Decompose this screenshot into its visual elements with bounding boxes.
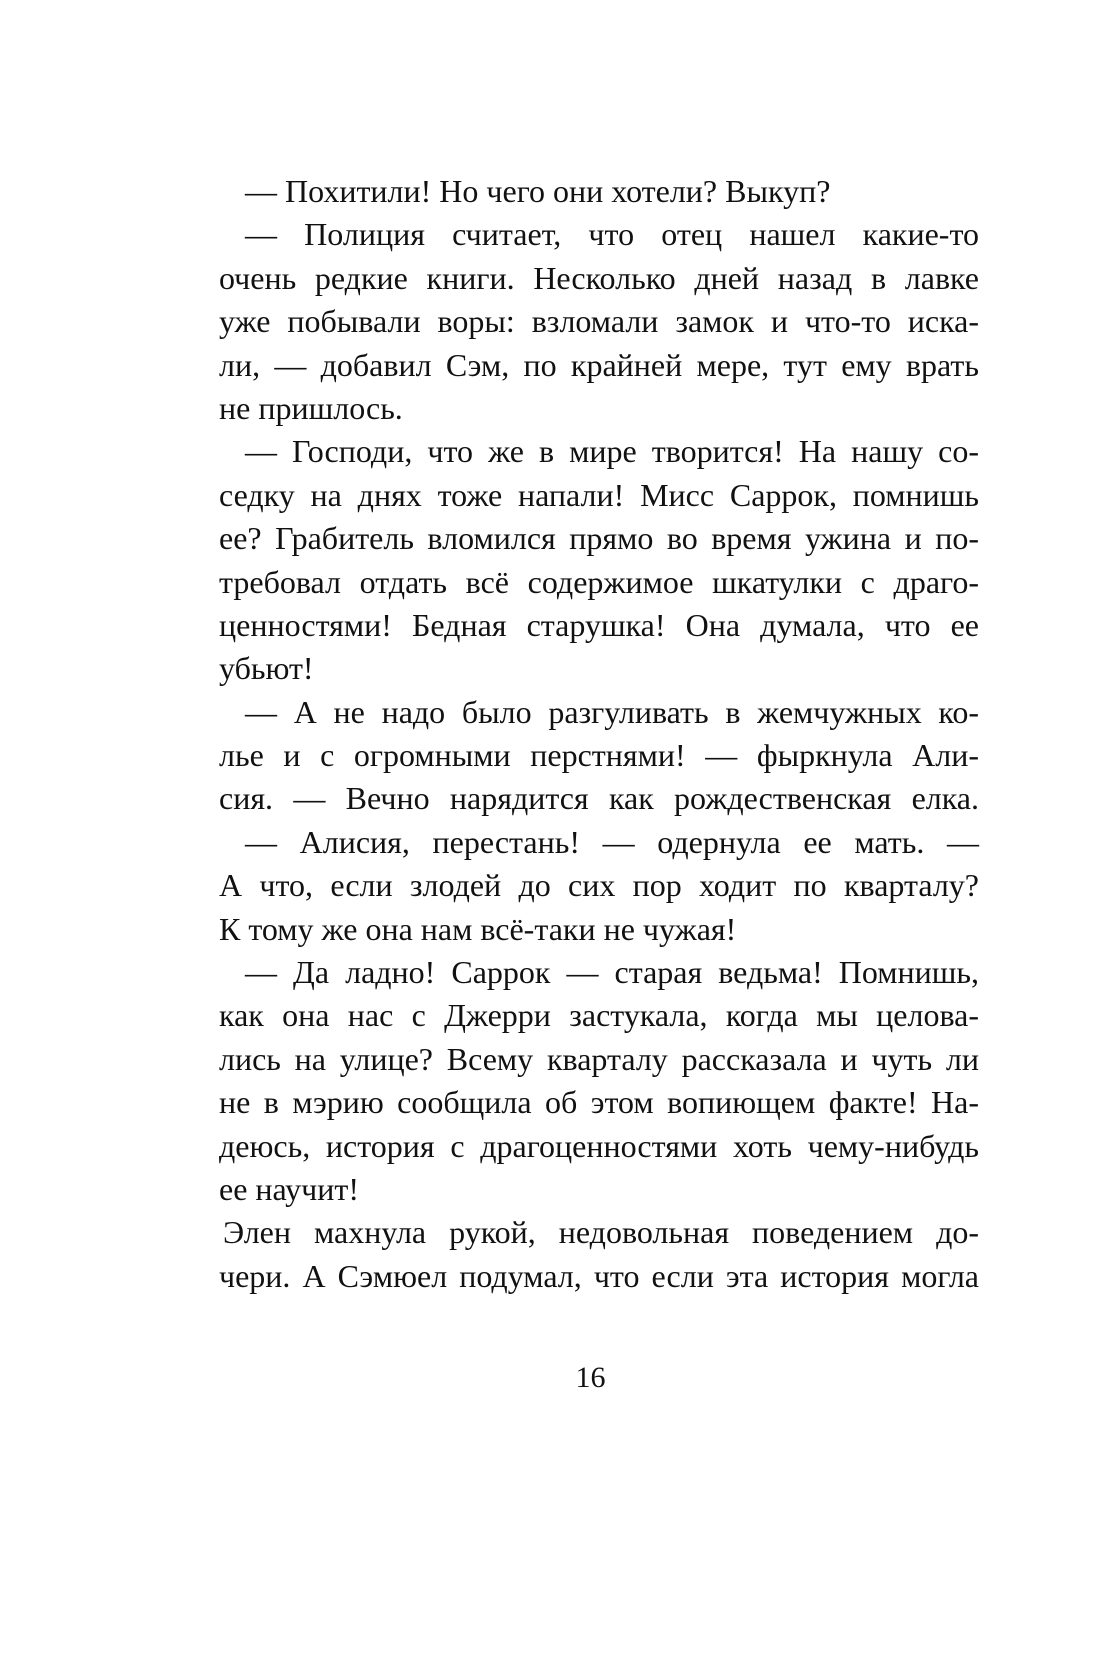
text-line: — Полиция считает, что отец нашел какие-то [245,216,979,253]
page-number: 16 [575,1361,606,1394]
text-line: ее? Грабитель вломился прямо во время ужина и по- [219,520,979,557]
text-line: — Алисия, перестань! — одернула ее мать. — [245,823,979,860]
text-line: — Похитили! Но чего они хотели? Выкуп? [245,173,831,209]
text-line: не в мэрию сообщила об этом вопиющем факте! На- [219,1084,979,1121]
text-line: не пришлось. [219,389,403,426]
text-line: — А не надо было разгуливать в жемчужных ко- [245,693,979,730]
text-line: очень редкие книги. Несколько дней назад в лавке [219,259,979,296]
text-line: Элен махнула рукой, недовольная поведением до- [223,1214,979,1251]
text-line: убьют! [219,650,314,687]
text-line: чери. А Сэмюел подумал, что если эта история могла [219,1257,979,1294]
text-line: К тому же она нам всё-таки не чужая! [219,910,737,947]
text-line: уже побывали воры: взломали замок и что-то иска- [219,303,979,340]
text-line: как она нас с Джерри застукала, когда мы целова- [219,997,979,1034]
text-line: лись на улице? Всему кварталу рассказала и чуть ли [219,1040,979,1077]
text-line: ее научит! [219,1170,359,1207]
text-line: — Да ладно! Саррок — старая ведьма! Помнишь, [245,954,979,991]
text-line: А что, если злодей до сих пор ходит по кварталу? [219,867,979,904]
text-line: требовал отдать всё содержимое шкатулки с драго- [219,563,979,600]
text-line: деюсь, история с драгоценностями хоть чему-нибудь [219,1127,979,1164]
text-line: седку на днях тоже напали! Мисс Саррок, помнишь [219,476,979,513]
text-line: лье и с огромными перстнями! — фыркнула Али- [219,737,979,774]
page-body-text [219,170,979,1298]
text-line: ценностями! Бедная старушка! Она думала, что ее [219,606,979,643]
text-line: сия. — Вечно нарядится как рождественская елка. [219,780,979,817]
text-line: — Господи, что же в мире творится! На нашу со- [245,433,979,470]
text-line: ли, — добавил Сэм, по крайней мере, тут ему врать [219,346,979,383]
